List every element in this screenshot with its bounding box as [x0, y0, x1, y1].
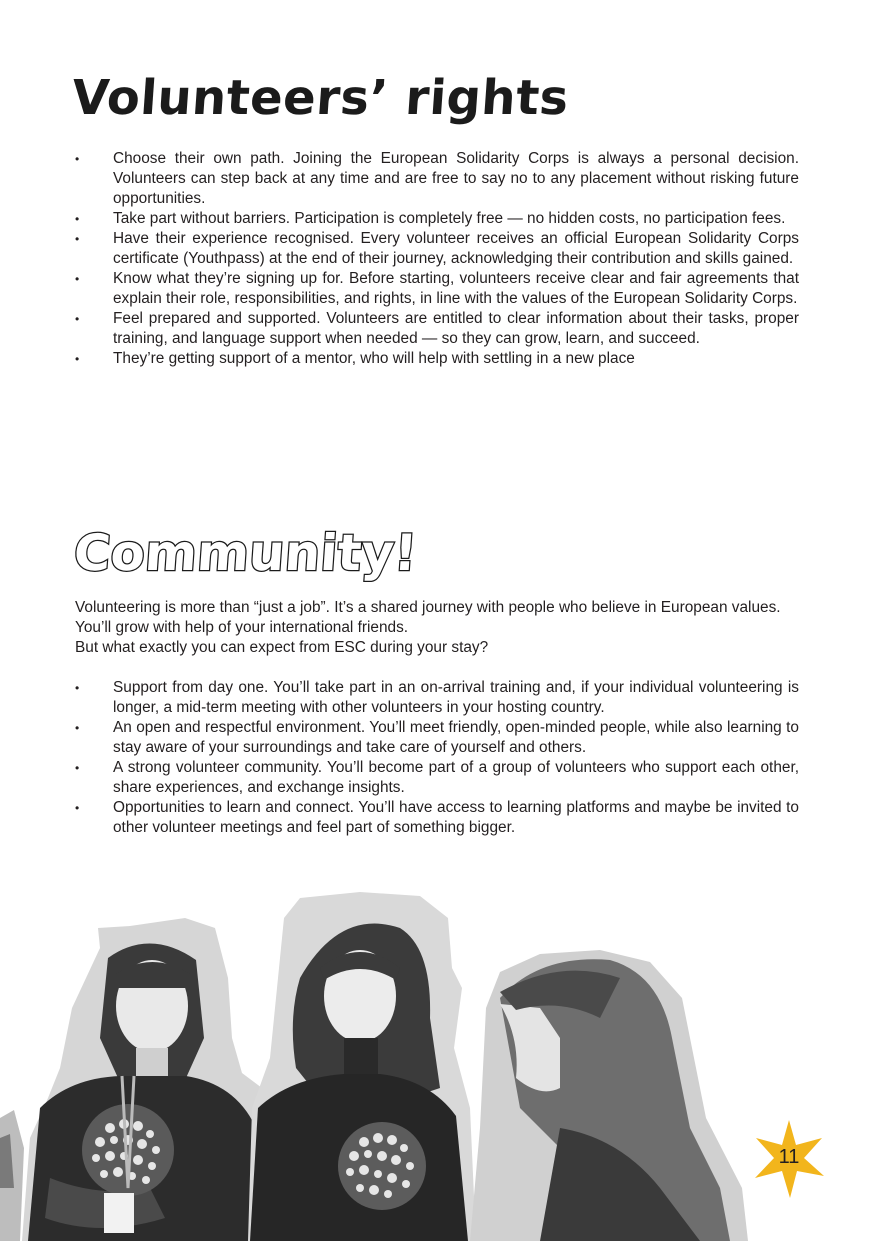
bullet: •: [75, 212, 80, 226]
list-item-text: Support from day one. You’ll take part in an on-arrival training and, if your individual volunteering is longer, a mid-term meeting with other volunteers in your hosting country.: [113, 679, 799, 716]
list-item: [75, 269, 799, 309]
bullet: •: [75, 272, 80, 286]
list-item-text: Take part without barriers. Participation is completely free — no hidden costs, no participation fees.: [113, 210, 786, 227]
bullet: •: [75, 152, 80, 166]
list-item-text: Feel prepared and supported. Volunteers are entitled to clear information about their tasks, proper training, and language support when needed — so they can grow, learn, and succeed.: [113, 310, 799, 347]
intro-question: But what exactly you can expect from ESC during your stay?: [75, 639, 489, 656]
list-item-text: Know what they’re signing up for. Before starting, volunteers receive clear and fair agreements that explain their role, responsibilities, and rights, in line with the values of the European Solidarity Corps.: [113, 270, 799, 307]
list-item-text: A strong volunteer community. You’ll become part of a group of volunteers who support each other, share experiences, and exchange insights.: [113, 759, 799, 796]
bullet: •: [75, 801, 80, 815]
community-list: [75, 678, 799, 838]
volunteer-photo-3: [470, 950, 748, 1241]
bullet: •: [75, 232, 80, 246]
rights-list: [75, 149, 799, 369]
bullet: •: [75, 721, 80, 735]
list-item: [75, 798, 799, 838]
intro-paragraph: Volunteering is more than “just a job”. It’s a shared journey with people who believe in European values. You’ll grow with help of your international friends.: [75, 599, 781, 636]
list-item: [75, 349, 799, 369]
list-item: [75, 678, 799, 718]
page-number: 11: [778, 1146, 800, 1168]
page-number-badge: [752, 1120, 826, 1198]
volunteers-photo: [0, 888, 875, 1241]
list-item: [75, 229, 799, 269]
list-item-text: They’re getting support of a mentor, who will help with settling in a new place: [113, 350, 635, 367]
volunteer-photo-2: [248, 892, 476, 1241]
list-item: [75, 209, 799, 229]
list-item-text: Opportunities to learn and connect. You’ll have access to learning platforms and maybe be invited to other volunteer meetings and feel part of something bigger.: [113, 799, 799, 836]
bullet: •: [75, 761, 80, 775]
list-item: [75, 309, 799, 349]
community-intro: [75, 598, 799, 658]
list-item: [75, 758, 799, 798]
list-item: [75, 718, 799, 758]
bullet: •: [75, 681, 80, 695]
volunteer-photo-1: [22, 918, 262, 1241]
list-item-text: Have their experience recognised. Every volunteer receives an official European Solidarity Corps certificate (Youthpass) at the end of their journey, acknowledging their contribution and skills gained.: [113, 230, 799, 267]
list-item: [75, 149, 799, 209]
heading-volunteers-rights: Volunteers’ rights: [70, 70, 571, 126]
bullet: •: [75, 312, 80, 326]
list-item-text: An open and respectful environment. You’ll meet friendly, open-minded people, while also learning to stay aware of your surroundings and take care of yourself and others.: [113, 719, 799, 756]
list-item-text: Choose their own path. Joining the European Solidarity Corps is always a personal decision. Volunteers can step back at any time and are free to say no to any placement without risking future opportunities.: [113, 150, 799, 207]
bullet: •: [75, 352, 80, 366]
photo-fragment-left: [0, 1110, 24, 1241]
heading-community: Community!: [71, 524, 419, 582]
